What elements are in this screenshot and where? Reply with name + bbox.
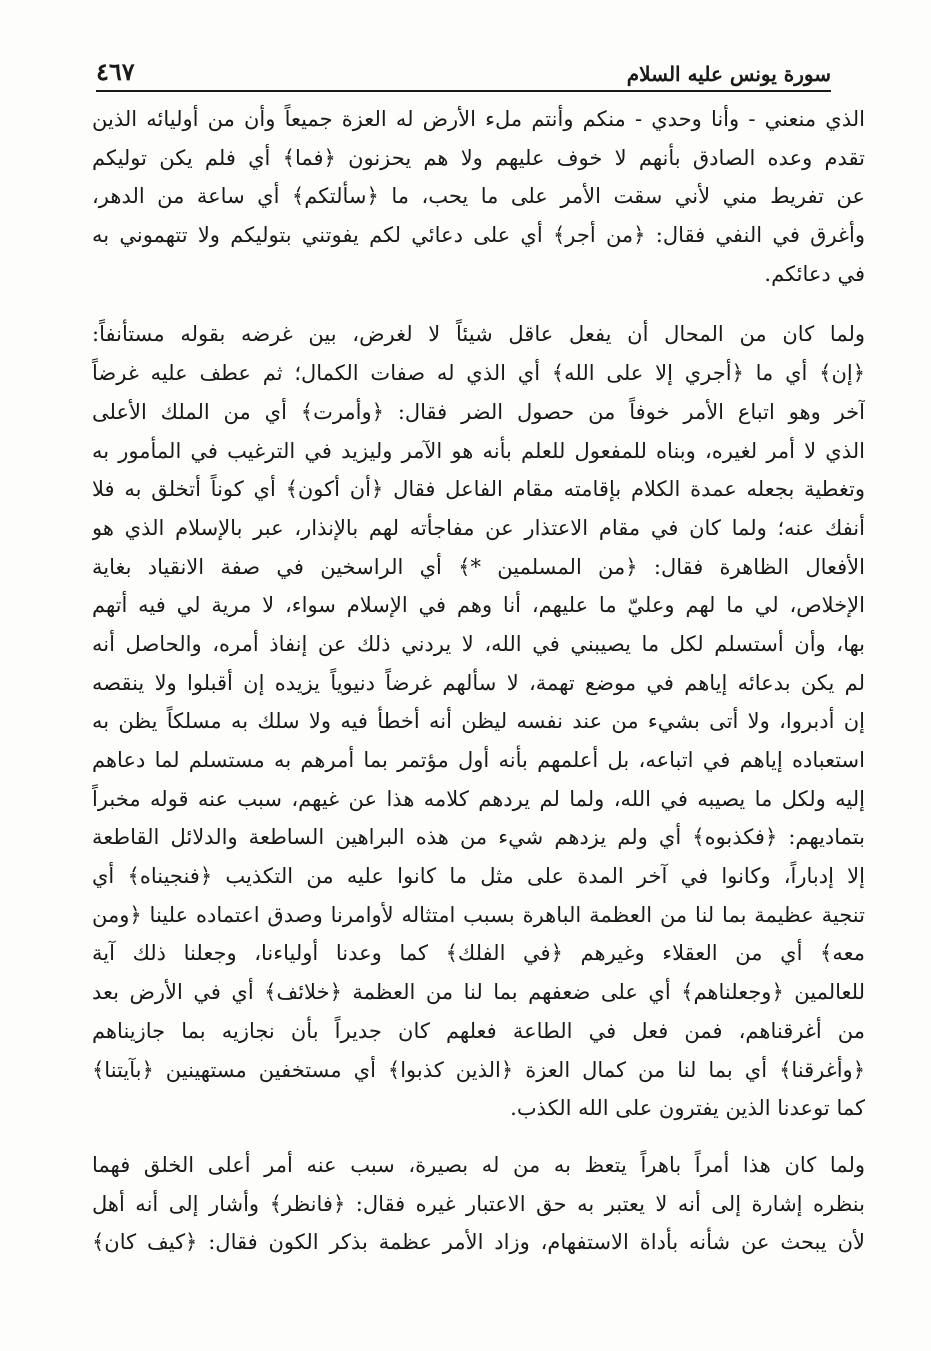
text-line: معه﴾ أي من العقلاء وغيرهم ﴿في الفلك﴾ كما وعدنا أولياءنا، وجعلنا ذلك آية xyxy=(92,941,865,966)
text-line: بنظره إشارة إلى أنه لا يعتبر به حق الاعتبار غيره فقال: ﴿فانظر﴾ وأشار إلى أنه أهل xyxy=(92,1191,865,1216)
text-line: كما توعدنا الذين يفترون على الله الكذب. xyxy=(510,1096,865,1121)
text-line: آخر وهو اتباع الأمر خوفاً من حصول الضر فقال: ﴿وأمرت﴾ أي من الملك الأعلى xyxy=(92,399,865,424)
text-line: لم يكن بدعائه إياهم في موضع تهمة، لا سألهم غرضاً دنيوياً يزيده إن أقبلوا ولا ينقصه xyxy=(92,670,865,695)
text-line: إن أدبروا، ولا أتى بشيء من عند نفسه ليظن أنه أخطأ فيه ولا سلك به مسلكاً يظن به xyxy=(92,709,865,734)
text-line: الذي لا أمر لغيره، وبناه للمفعول للعلم بأنه هو الآمر وليزيد في الترغيب في المأمور به xyxy=(92,438,865,463)
text-line: وتغطية بجعله عمدة الكلام بإقامته مقام الفاعل فقال ﴿أن أكون﴾ أي كوناً أتخلق به فلا xyxy=(92,477,865,502)
running-title: سورة يونس عليه السلام xyxy=(626,62,831,86)
text-line: لأن يبحث عن شأنه بأداة الاستفهام، وزاد الأمر عظمة بذكر الكون فقال: ﴿كيف كان﴾ xyxy=(92,1230,865,1255)
text-line: في دعائكم. xyxy=(764,261,865,286)
text-line: ﴿إن﴾ أي ما ﴿أجري إلا على الله﴾ أي الذي له صفات الكمال؛ ثم عطف عليه غرضاً xyxy=(92,361,865,386)
text-line: ولما كان من المحال أن يفعل عاقل شيئاً لا لغرض، بين غرضه بقوله مستأنفاً: xyxy=(92,322,865,347)
text-line: عن تفريط مني لأني سقت الأمر على ما يحب، ما ﴿سألتكم﴾ أي ساعة من الدهر، xyxy=(92,184,865,209)
text-line: الإخلاص، لي ما لهم وعليّ ما عليهم، أنا وهم في الإسلام سواء، لا مرية لي فيه أتهم xyxy=(92,593,865,618)
text-line: أنفك عنه؛ ولما كان في مقام الاعتذار عن مفاجأته لهم بالإنذار، عبر بالإسلام الذي هو xyxy=(92,515,865,540)
text-line: بها، وأن أستسلم لكل ما يصيبني في الله، لا يردني ذلك عن إنفاذ أمره، والحاصل أنه xyxy=(92,631,865,656)
paragraph-1 xyxy=(92,100,865,293)
page-header xyxy=(96,48,831,92)
text-line: وأغرق في النفي فقال: ﴿من أجر﴾ أي على دعائي لكم يفوتني بتوليكم ولا تتهموني به xyxy=(92,223,865,248)
paragraph-gap xyxy=(92,293,865,315)
text-line: إليه ولكل ما يصيبه في الله، ولما لم يردهم كلامه هذا عن غيهم، سبب عنه قوله مخبراً xyxy=(92,786,865,811)
text-line: للعالمين ﴿وجعلناهم﴾ أي على ضعفهم بما لنا من العظمة ﴿خلائف﴾ أي في الأرض بعد xyxy=(92,980,865,1005)
page-number: ٤٦٧ xyxy=(96,57,135,86)
text-line: تنجية عظيمة بما لنا من العظمة الباهرة بسبب امتثاله لأوامرنا وصدق اعتماده علينا ﴿ومن xyxy=(92,902,865,927)
paragraph-gap xyxy=(92,1128,865,1146)
text-line: إلا إدباراً، وكانوا في آخر المدة على مثل ما كانوا عليه من التكذيب ﴿فنجيناه﴾ أي xyxy=(92,864,865,889)
text-line: من أغرقناهم، فمن فعل في الطاعة فعلهم كان جديراً بأن نجازيه بما جازيناهم xyxy=(92,1018,865,1043)
text-line: استعباده إياهم في اتباعه، بل أعلمهم بأنه أول مؤتمر بما أمرهم به مستسلم لما دعاهم xyxy=(92,748,865,772)
page-body xyxy=(92,100,865,1262)
text-line: تقدم وعده الصادق بأنهم لا خوف عليهم ولا هم يحزنون ﴿فما﴾ أي فلم يكن توليكم xyxy=(92,145,865,170)
paragraph-3 xyxy=(92,1146,865,1262)
text-line: الذي منعني - وأنا وحدي - منكم وأنتم ملء الأرض له العزة جميعاً وأن من أوليائه الذين xyxy=(92,107,865,131)
text-line: بتماديهم: ﴿فكذبوه﴾ أي ولم يزدهم شيء من هذه البراهين الساطعة والدلائل القاطعة xyxy=(92,825,865,850)
text-line: الأفعال الظاهرة فقال: ﴿من المسلمين *﴾ أي الراسخين في صفة الانقياد بغاية xyxy=(92,554,865,579)
text-line: ﴿وأغرقنا﴾ أي بما لنا من كمال العزة ﴿الذين كذبوا﴾ أي مستخفين مستهينين ﴿بآيتنا﴾ xyxy=(92,1057,865,1082)
paragraph-2 xyxy=(92,315,865,1127)
text-line: ولما كان هذا أمراً باهراً يتعظ به من له بصيرة، سبب عنه أمر أعلى الخلق فهما xyxy=(92,1152,865,1177)
